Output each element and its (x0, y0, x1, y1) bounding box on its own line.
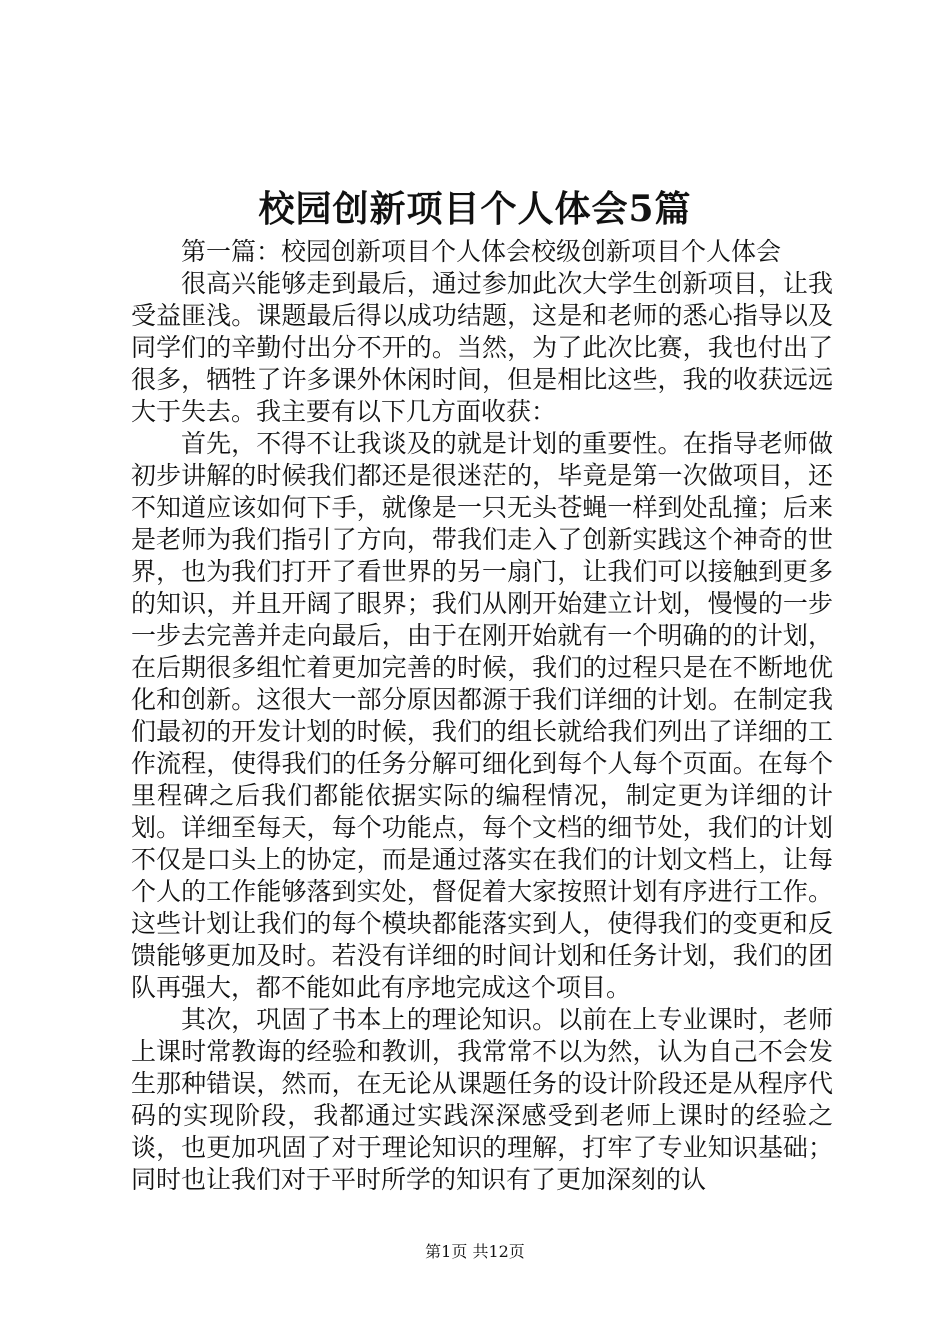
document-title: 校园创新项目个人体会5篇 (258, 188, 692, 230)
section-heading: 第一篇：校园创新项目个人体会校级创新项目个人体会 (181, 237, 782, 266)
paragraph-intro: 很高兴能够走到最后，通过参加此次大学生创新项目，让我受益匪浅。课题最后得以成功结题，这是和老师的悉心指导以及同学们的辛勤付出分不开的。当然，为了此次比赛，我也付出了很多，牺牲了许多课外休闲时间，但是相比这些，我的收获远远大于失去。我主要有以下几方面收获： (131, 269, 833, 426)
document-body (131, 236, 833, 1196)
page-footer: 第1页 共12页 (425, 1242, 525, 1261)
paragraph-theory: 其次，巩固了书本上的理论知识。以前在上专业课时，老师上课时常教诲的经验和教训，我常常不以为然，认为自己不会发生那种错误，然而，在无论从课题任务的设计阶段还是从程序代码的实现阶段，我都通过实践深深感受到老师上课时的经验之谈，也更加巩固了对于理论知识的理解，打牢了专业知识基础；同时也让我们对于平时所学的知识有了更加深刻的认 (131, 1005, 833, 1194)
paragraph-planning: 首先，不得不让我谈及的就是计划的重要性。在指导老师做初步讲解的时候我们都还是很迷茫的，毕竟是第一次做项目，还不知道应该如何下手，就像是一只无头苍蝇一样到处乱撞；后来是老师为我们指引了方向，带我们走入了创新实践这个神奇的世界，也为我们打开了看世界的另一扇门，让我们可以接触到更多的知识，并且开阔了眼界；我们从刚开始建立计划，慢慢的一步一步去完善并走向最后，由于在刚开始就有一个明确的的计划，在后期很多组忙着更加完善的时候，我们的过程只是在不断地优化和创新。这很大一部分原因都源于我们详细的计划。在制定我们最初的开发计划的时候，我们的组长就给我们列出了详细的工作流程，使得我们的任务分解可细化到每个人每个页面。在每个里程碑之后我们都能依据实际的编程情况，制定更为详细的计划。详细至每天，每个功能点，每个文档的细节处，我们的计划不仅是口头上的协定，而是通过落实在我们的计划文档上，让每个人的工作能够落到实处，督促着大家按照计划有序进行工作。这些计划让我们的每个模块都能落实到人，使得我们的变更和反馈能够更加及时。若没有详细的时间计划和任务计划，我们的团队再强大，都不能如此有序地完成这个项目。 (131, 429, 833, 1002)
